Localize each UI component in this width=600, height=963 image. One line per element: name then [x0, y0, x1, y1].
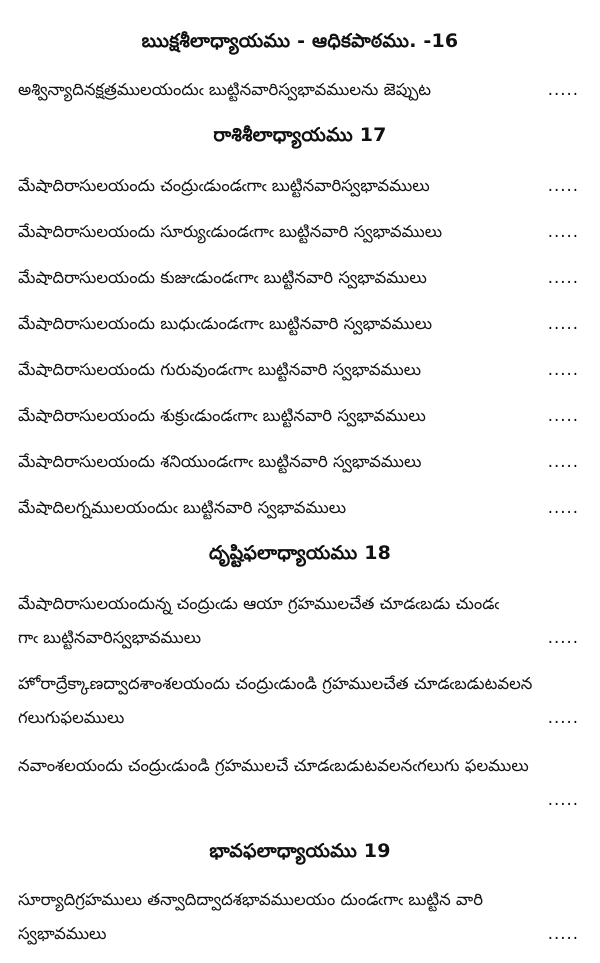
toc-entry-dots: .....: [547, 360, 579, 379]
toc-entry-text-continued: స్వభావములు: [18, 924, 107, 943]
toc-entry-text: మేషాదిరాసులయందు కుజుఁడుండఁగాఁ బుట్టినవారి స్వభావములు: [18, 268, 427, 287]
toc-entry-text: మేషాదిరాసులయందు శుక్రుఁడుండఁగాఁ బుట్టినవారి స్వభావములు: [18, 406, 426, 425]
toc-entry-text: మేషాదిలగ్నములయందుఁ బుట్టినవారి స్వభావములు: [18, 498, 347, 517]
toc-entry-text: హోరాద్రేక్కాణద్వాదశాంశలయందు చంద్రుఁడుండి గ్రహములచేత చూడఁబడుటవలన: [18, 674, 533, 693]
toc-entry-dots: .....: [547, 790, 579, 809]
toc-entry-dots: .....: [547, 452, 579, 471]
toc-entry-dots: .....: [547, 222, 579, 241]
toc-entry-dots: .....: [547, 268, 579, 287]
toc-entry-text-continued: గాఁ బుట్టినవారిస్వభావములు: [18, 628, 202, 647]
toc-entry: [18, 406, 583, 429]
toc-entry-dots: .....: [547, 176, 579, 195]
toc-entry-text: మేషాదిరాసులయందు సూర్యుఁడుండఁగాఁ బుట్టినవారి స్వభావములు: [18, 222, 443, 241]
toc-entry-text: అశ్విన్యాదినక్షత్రములయందుఁ బుట్టినవారిస్వభావములను జెప్పుట: [18, 80, 432, 99]
toc-entry-text: నవాంశలయందు చంద్రుఁడుండి గ్రహములచే చూడఁబడుటవలనఁగలుగు ఫలములు: [18, 756, 529, 775]
toc-entry: [18, 360, 583, 383]
section-heading-16: ఋక్షశీలాధ్యాయము - ఆధికపాఠము. -16: [141, 30, 459, 52]
toc-entry: [18, 674, 583, 727]
toc-entry: [18, 176, 583, 199]
toc-entry: [18, 890, 583, 943]
toc-entry: [18, 314, 583, 337]
toc-entry-text: మేషాదిరాసులయందున్న చంద్రుఁడు ఆయా గ్రహములచేత చూడఁబడు చుండఁ: [18, 594, 500, 613]
toc-entry-dots: .....: [547, 406, 579, 425]
toc-entry: [18, 756, 583, 809]
section-heading-18: దృష్టిఫలాధ్యాయము 18: [208, 542, 392, 564]
toc-entry-dots: .....: [547, 314, 579, 333]
toc-entry: [18, 80, 583, 103]
toc-entry-dots: .....: [547, 628, 579, 647]
section-heading-17: రాశిశీలాధ్యాయము 17: [213, 124, 387, 146]
toc-entry-dots: .....: [547, 924, 579, 943]
toc-entry: [18, 594, 583, 647]
toc-entry-dots: .....: [547, 80, 579, 99]
toc-entry: [18, 268, 583, 291]
toc-entry: [18, 222, 583, 245]
section-heading-19: భావఫలాధ్యాయము 19: [209, 840, 391, 862]
toc-entry-dots: .....: [547, 498, 579, 517]
toc-entry-dots: .....: [547, 708, 579, 727]
toc-entry: [18, 452, 583, 475]
toc-entry-text-continued: గలుగుఫలములు: [18, 708, 125, 727]
toc-entry-text: మేషాదిరాసులయందు గురువుండఁగాఁ బుట్టినవారి స్వభావములు: [18, 360, 422, 379]
toc-entry: [18, 498, 583, 521]
toc-entry-text: సూర్యాదిగ్రహములు తన్వాదిద్వాదశభావములయం దుండఁగాఁ బుట్టిన వారి: [18, 890, 483, 909]
toc-entry-text: మేషాదిరాసులయందు బుధుఁడుండఁగాఁ బుట్టినవారి స్వభావములు: [18, 314, 433, 333]
toc-entry-text: మేషాదిరాసులయందు శనియుండఁగాఁ బుట్టినవారి స్వభావములు: [18, 452, 422, 471]
toc-entry-text: మేషాదిరాసులయందు చంద్రుఁడుండఁగాఁ బుట్టినవారిస్వభావములు: [18, 176, 430, 195]
